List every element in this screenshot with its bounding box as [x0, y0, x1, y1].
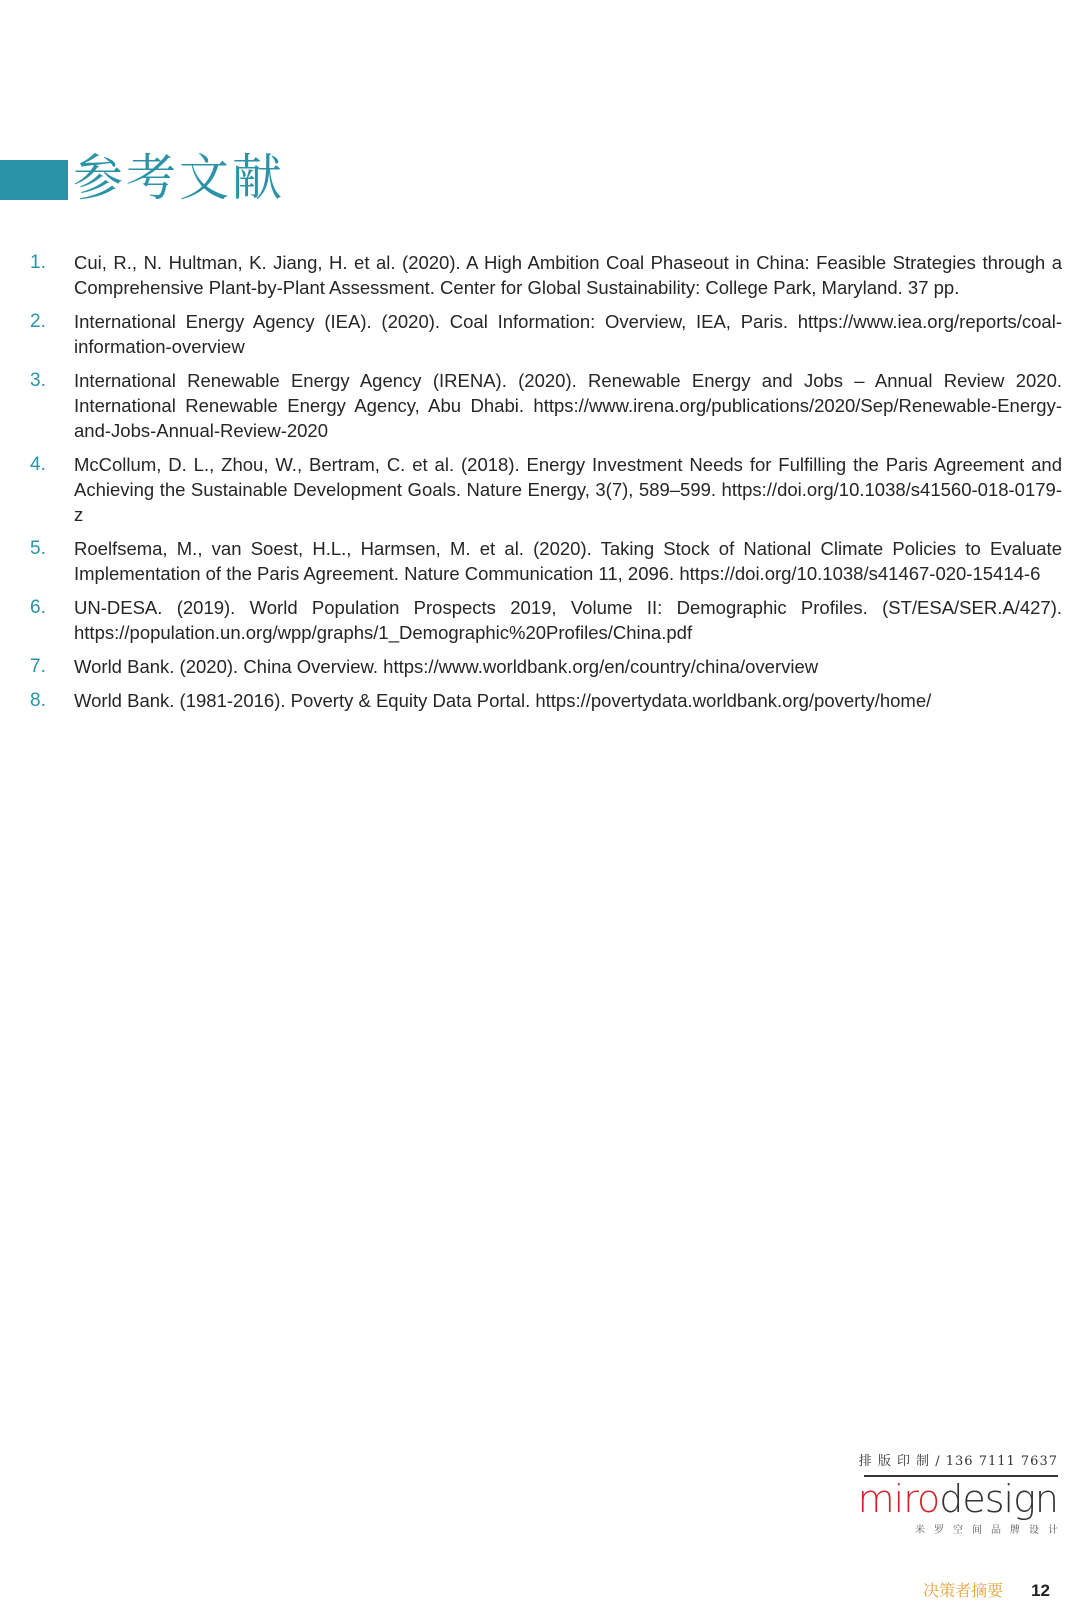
reference-text: International Renewable Energy Agency (IRENA). (2020). Renewable Energy and Jobs – Annual Review 2020. International Renewable Energy Agency, Abu Dhabi. https://www.irena.org/publications/2020/Sep/Renewable-Energy-and-Jobs-Annual-Review-2020 — [74, 370, 1062, 441]
watermark-contact: 排 版 印 制 / 136 7111 7637 — [858, 1454, 1058, 1469]
reference-text: World Bank. (1981-2016). Poverty & Equity Data Portal. https://povertydata.worldbank.org/poverty/home/ — [74, 690, 932, 711]
reference-number: 1. — [30, 252, 46, 273]
reference-item — [30, 368, 1062, 443]
page-title: 参考文献 — [73, 149, 285, 207]
reference-item — [30, 536, 1062, 586]
reference-number: 8. — [30, 690, 46, 711]
reference-text: UN-DESA. (2019). World Population Prospects 2019, Volume II: Demographic Profiles. (ST/ESA/SER.A/427). https://population.un.org/wpp/graphs/1_Demographic%20Profiles/China.pdf — [74, 597, 1062, 643]
title-accent-bar — [0, 160, 68, 200]
reference-number: 7. — [30, 656, 46, 677]
reference-number: 6. — [30, 597, 46, 618]
page-number: 12 — [1031, 1581, 1050, 1600]
reference-number: 3. — [30, 370, 46, 391]
reference-item — [30, 309, 1062, 359]
watermark-subtitle: 米罗空间品牌设计 — [915, 1525, 1067, 1536]
page-footer — [923, 1578, 1050, 1601]
reference-text: McCollum, D. L., Zhou, W., Bertram, C. et al. (2018). Energy Investment Needs for Fulfilling the Paris Agreement and Achieving the Sustainable Development Goals. Nature Energy, 3(7), 589–599. https://doi.org/10.1038/s41560-018-0179-z — [74, 454, 1062, 525]
watermark-brand — [798, 1477, 1058, 1521]
reference-text: International Energy Agency (IEA). (2020). Coal Information: Overview, IEA, Paris. https://www.iea.org/reports/coal-information-overview — [74, 311, 1062, 357]
reference-number: 4. — [30, 454, 46, 475]
reference-text: World Bank. (2020). China Overview. https://www.worldbank.org/en/country/china/overview — [74, 656, 819, 677]
reference-text: Roelfsema, M., van Soest, H.L., Harmsen, M. et al. (2020). Taking Stock of National Climate Policies to Evaluate Implementation of the Paris Agreement. Nature Communication 11, 2096. https://doi.org/10.1038/s41467-020-15414-6 — [74, 538, 1062, 584]
watermark-logo — [798, 1450, 1067, 1536]
footer-section-label: 决策者摘要 — [923, 1581, 1004, 1600]
reference-item — [30, 250, 1062, 300]
reference-text: Cui, R., N. Hultman, K. Jiang, H. et al. (2020). A High Ambition Coal Phaseout in China: Feasible Strategies through a Comprehensive Plant-by-Plant Assessment. Center for Global Sustainability: College Park, Maryland. 37 pp. — [74, 252, 1062, 298]
reference-number: 2. — [30, 311, 46, 332]
watermark-brand-miro: miro — [857, 1477, 940, 1521]
reference-item — [30, 595, 1062, 645]
reference-item — [30, 452, 1062, 527]
reference-number: 5. — [30, 538, 46, 559]
reference-item — [30, 688, 1062, 713]
reference-item — [30, 654, 1062, 679]
reference-list — [30, 250, 1062, 722]
watermark-brand-design: design — [939, 1477, 1058, 1521]
